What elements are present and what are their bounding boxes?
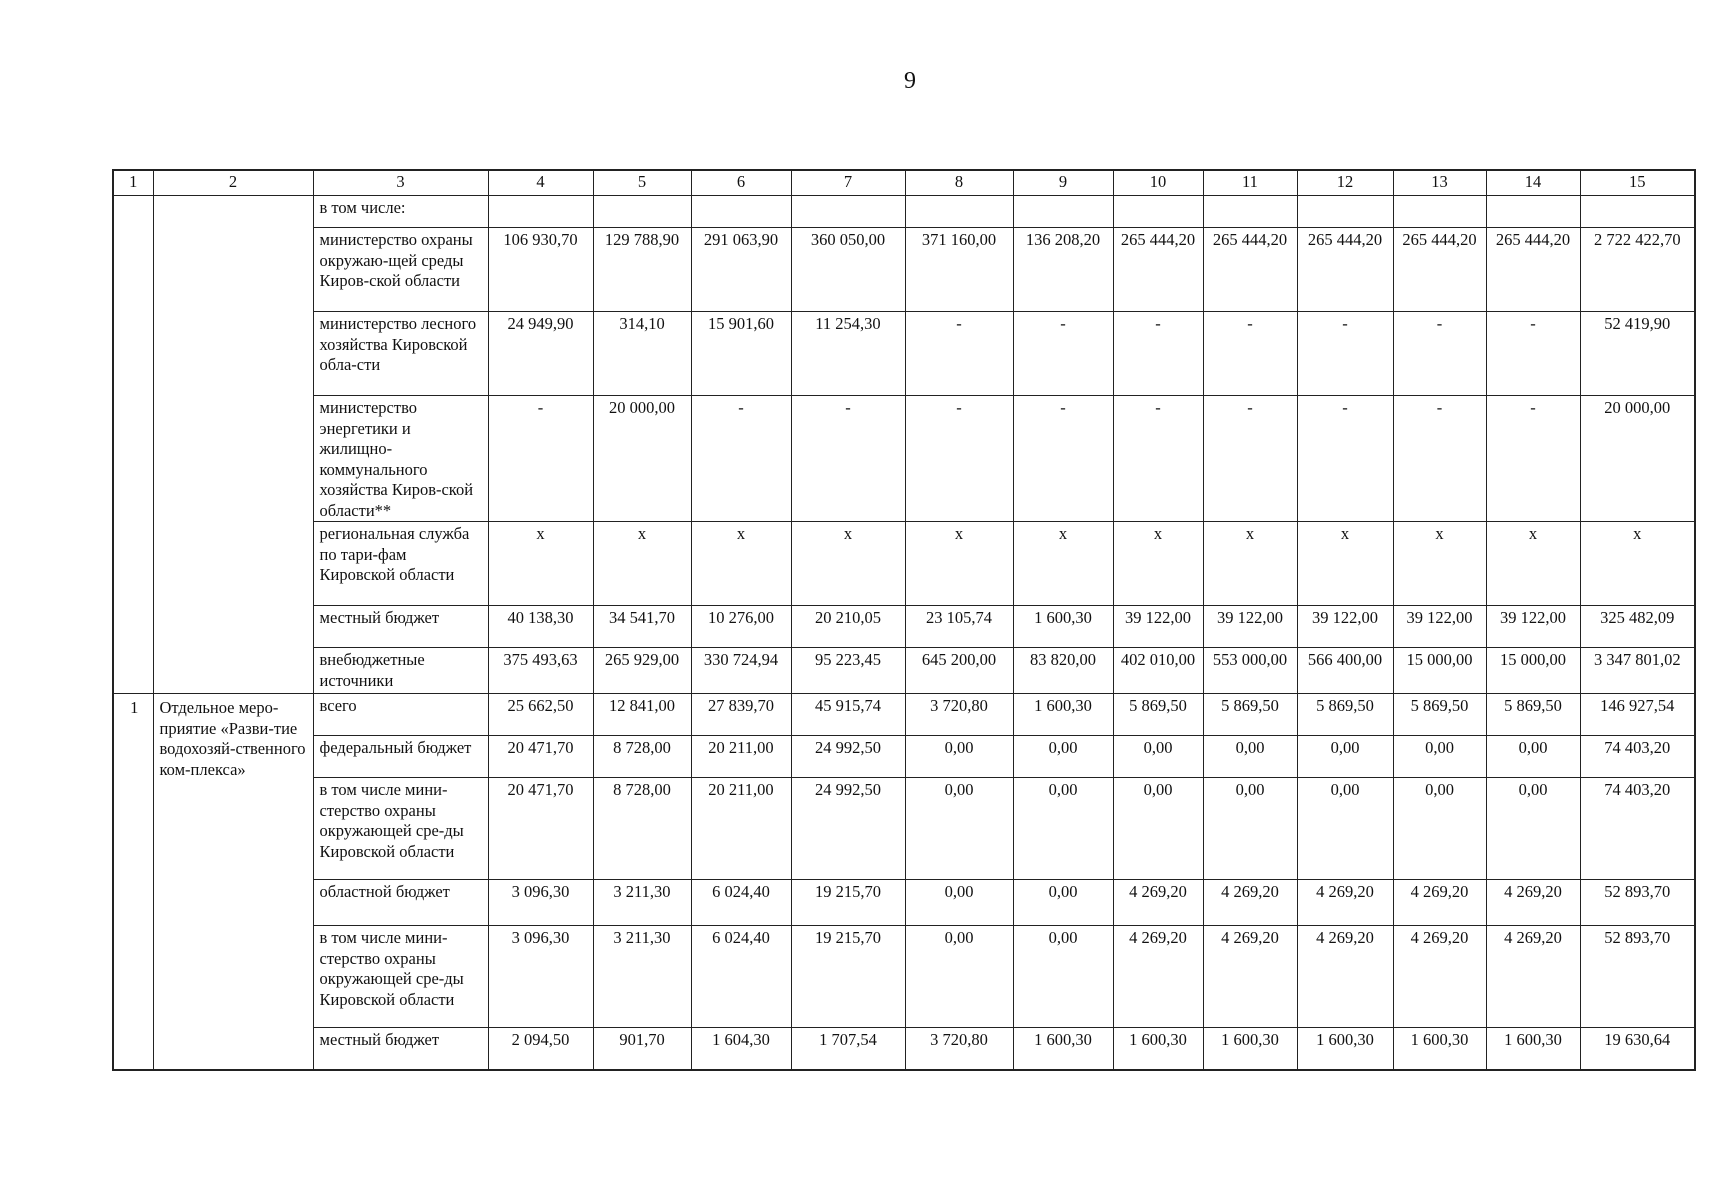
source-label-cell: в том числе:: [313, 196, 488, 228]
value-cell: 8 728,00: [593, 778, 691, 880]
value-cell: x: [1580, 522, 1695, 606]
header-cell: 15: [1580, 170, 1695, 196]
value-cell: [1113, 196, 1203, 228]
value-cell: 15 000,00: [1393, 648, 1486, 694]
budget-table: [112, 169, 1696, 1071]
value-cell: x: [1297, 522, 1393, 606]
value-cell: 39 122,00: [1393, 606, 1486, 648]
value-cell: 265 444,20: [1203, 228, 1297, 312]
value-cell: 1 604,30: [691, 1028, 791, 1070]
value-cell: 3 211,30: [593, 880, 691, 926]
value-cell: [593, 196, 691, 228]
source-label-cell: в том числе мини-стерство охраны окружающей сре-ды Кировской области: [313, 778, 488, 880]
value-cell: -: [905, 312, 1013, 396]
value-cell: 34 541,70: [593, 606, 691, 648]
value-cell: 8 728,00: [593, 736, 691, 778]
value-cell: 4 269,20: [1113, 926, 1203, 1028]
source-label-cell: министерство лесного хозяйства Кировской обла-сти: [313, 312, 488, 396]
value-cell: 0,00: [1113, 736, 1203, 778]
value-cell: [1393, 196, 1486, 228]
value-cell: 360 050,00: [791, 228, 905, 312]
value-cell: 645 200,00: [905, 648, 1013, 694]
value-cell: 0,00: [1393, 736, 1486, 778]
value-cell: [1580, 196, 1695, 228]
value-cell: -: [691, 396, 791, 522]
value-cell: 265 444,20: [1113, 228, 1203, 312]
measure-name-cell: Отдельное меро-приятие «Разви-тие водохозяй-ственного ком-плекса»: [153, 694, 313, 1070]
table-row: [113, 926, 1695, 1028]
value-cell: 24 992,50: [791, 778, 905, 880]
value-cell: 136 208,20: [1013, 228, 1113, 312]
value-cell: 0,00: [1297, 736, 1393, 778]
header-cell: 1: [113, 170, 153, 196]
source-label-cell: федеральный бюджет: [313, 736, 488, 778]
value-cell: 901,70: [593, 1028, 691, 1070]
value-cell: -: [1297, 396, 1393, 522]
value-cell: x: [1486, 522, 1580, 606]
value-cell: 0,00: [1486, 736, 1580, 778]
header-cell: 11: [1203, 170, 1297, 196]
value-cell: 1 600,30: [1393, 1028, 1486, 1070]
value-cell: 23 105,74: [905, 606, 1013, 648]
value-cell: 19 630,64: [1580, 1028, 1695, 1070]
value-cell: 0,00: [1486, 778, 1580, 880]
value-cell: -: [1486, 312, 1580, 396]
value-cell: 19 215,70: [791, 926, 905, 1028]
value-cell: 129 788,90: [593, 228, 691, 312]
value-cell: 6 024,40: [691, 926, 791, 1028]
source-label-cell: министерство охраны окружаю-щей среды Киров-ской области: [313, 228, 488, 312]
value-cell: 0,00: [905, 880, 1013, 926]
value-cell: 45 915,74: [791, 694, 905, 736]
header-cell: 10: [1113, 170, 1203, 196]
value-cell: 4 269,20: [1486, 880, 1580, 926]
value-cell: [1013, 196, 1113, 228]
header-cell: 12: [1297, 170, 1393, 196]
table-row: [113, 522, 1695, 606]
value-cell: 375 493,63: [488, 648, 593, 694]
table-row: [113, 312, 1695, 396]
value-cell: 2 722 422,70: [1580, 228, 1695, 312]
value-cell: [1203, 196, 1297, 228]
value-cell: [691, 196, 791, 228]
value-cell: 4 269,20: [1393, 880, 1486, 926]
header-cell: 13: [1393, 170, 1486, 196]
value-cell: 20 211,00: [691, 736, 791, 778]
value-cell: 291 063,90: [691, 228, 791, 312]
source-label-cell: региональная служба по тари-фам Кировской области: [313, 522, 488, 606]
source-label-cell: всего: [313, 694, 488, 736]
value-cell: 15 901,60: [691, 312, 791, 396]
value-cell: 6 024,40: [691, 880, 791, 926]
value-cell: 402 010,00: [1113, 648, 1203, 694]
value-cell: 1 600,30: [1013, 694, 1113, 736]
measure-name-cell: [153, 196, 313, 694]
value-cell: -: [1013, 396, 1113, 522]
value-cell: -: [1113, 396, 1203, 522]
value-cell: 20 000,00: [593, 396, 691, 522]
value-cell: -: [791, 396, 905, 522]
value-cell: 24 992,50: [791, 736, 905, 778]
value-cell: 74 403,20: [1580, 736, 1695, 778]
value-cell: 3 720,80: [905, 1028, 1013, 1070]
value-cell: 4 269,20: [1113, 880, 1203, 926]
value-cell: 0,00: [1297, 778, 1393, 880]
value-cell: x: [1203, 522, 1297, 606]
value-cell: -: [1486, 396, 1580, 522]
value-cell: 39 122,00: [1486, 606, 1580, 648]
row-number-cell: 1: [113, 694, 153, 1070]
value-cell: 52 419,90: [1580, 312, 1695, 396]
value-cell: 20 211,00: [691, 778, 791, 880]
table-row: [113, 196, 1695, 228]
value-cell: 0,00: [1113, 778, 1203, 880]
header-cell: 4: [488, 170, 593, 196]
value-cell: 0,00: [1013, 880, 1113, 926]
value-cell: -: [1113, 312, 1203, 396]
source-label-cell: областной бюджет: [313, 880, 488, 926]
value-cell: 19 215,70: [791, 880, 905, 926]
value-cell: 83 820,00: [1013, 648, 1113, 694]
value-cell: 314,10: [593, 312, 691, 396]
value-cell: 553 000,00: [1203, 648, 1297, 694]
value-cell: 52 893,70: [1580, 926, 1695, 1028]
value-cell: 325 482,09: [1580, 606, 1695, 648]
value-cell: x: [1113, 522, 1203, 606]
value-cell: 39 122,00: [1203, 606, 1297, 648]
table-row: [113, 778, 1695, 880]
value-cell: 12 841,00: [593, 694, 691, 736]
source-label-cell: внебюджетные источники: [313, 648, 488, 694]
value-cell: 265 929,00: [593, 648, 691, 694]
value-cell: 330 724,94: [691, 648, 791, 694]
value-cell: 1 707,54: [791, 1028, 905, 1070]
value-cell: 3 720,80: [905, 694, 1013, 736]
value-cell: 566 400,00: [1297, 648, 1393, 694]
table-row: [113, 880, 1695, 926]
value-cell: 5 869,50: [1297, 694, 1393, 736]
value-cell: 1 600,30: [1203, 1028, 1297, 1070]
header-cell: 14: [1486, 170, 1580, 196]
value-cell: 39 122,00: [1297, 606, 1393, 648]
value-cell: 1 600,30: [1297, 1028, 1393, 1070]
value-cell: 5 869,50: [1203, 694, 1297, 736]
value-cell: 20 471,70: [488, 778, 593, 880]
value-cell: 52 893,70: [1580, 880, 1695, 926]
value-cell: 0,00: [905, 778, 1013, 880]
value-cell: -: [1203, 312, 1297, 396]
source-label-cell: в том числе мини-стерство охраны окружающей сре-ды Кировской области: [313, 926, 488, 1028]
value-cell: 10 276,00: [691, 606, 791, 648]
value-cell: 265 444,20: [1297, 228, 1393, 312]
row-number-cell: [113, 196, 153, 694]
value-cell: [1297, 196, 1393, 228]
value-cell: 20 210,05: [791, 606, 905, 648]
value-cell: 4 269,20: [1486, 926, 1580, 1028]
header-cell: 9: [1013, 170, 1113, 196]
value-cell: 371 160,00: [905, 228, 1013, 312]
value-cell: -: [1297, 312, 1393, 396]
value-cell: 0,00: [1393, 778, 1486, 880]
value-cell: 5 869,50: [1393, 694, 1486, 736]
table-row: [113, 606, 1695, 648]
value-cell: x: [691, 522, 791, 606]
value-cell: 265 444,20: [1393, 228, 1486, 312]
value-cell: [1486, 196, 1580, 228]
value-cell: 15 000,00: [1486, 648, 1580, 694]
value-cell: 265 444,20: [1486, 228, 1580, 312]
value-cell: 0,00: [905, 736, 1013, 778]
value-cell: 146 927,54: [1580, 694, 1695, 736]
value-cell: 3 096,30: [488, 880, 593, 926]
table-row: [113, 694, 1695, 736]
value-cell: 4 269,20: [1203, 926, 1297, 1028]
value-cell: 0,00: [1203, 778, 1297, 880]
value-cell: 74 403,20: [1580, 778, 1695, 880]
value-cell: 0,00: [1203, 736, 1297, 778]
page-number: 9: [904, 68, 916, 94]
value-cell: x: [1013, 522, 1113, 606]
value-cell: 95 223,45: [791, 648, 905, 694]
value-cell: [905, 196, 1013, 228]
value-cell: 106 930,70: [488, 228, 593, 312]
value-cell: x: [791, 522, 905, 606]
source-label-cell: местный бюджет: [313, 1028, 488, 1070]
value-cell: [488, 196, 593, 228]
value-cell: 3 211,30: [593, 926, 691, 1028]
value-cell: 4 269,20: [1297, 880, 1393, 926]
table-row: [113, 396, 1695, 522]
value-cell: -: [1393, 396, 1486, 522]
value-cell: 27 839,70: [691, 694, 791, 736]
value-cell: x: [905, 522, 1013, 606]
value-cell: 0,00: [1013, 736, 1113, 778]
value-cell: -: [488, 396, 593, 522]
table-row: [113, 228, 1695, 312]
value-cell: 40 138,30: [488, 606, 593, 648]
header-cell: 5: [593, 170, 691, 196]
header-cell: 6: [691, 170, 791, 196]
table-row: [113, 1028, 1695, 1070]
value-cell: 4 269,20: [1297, 926, 1393, 1028]
value-cell: -: [1393, 312, 1486, 396]
value-cell: x: [593, 522, 691, 606]
value-cell: 24 949,90: [488, 312, 593, 396]
value-cell: [791, 196, 905, 228]
value-cell: 2 094,50: [488, 1028, 593, 1070]
value-cell: 1 600,30: [1013, 1028, 1113, 1070]
value-cell: x: [1393, 522, 1486, 606]
value-cell: x: [488, 522, 593, 606]
value-cell: 20 471,70: [488, 736, 593, 778]
value-cell: -: [1203, 396, 1297, 522]
value-cell: 4 269,20: [1203, 880, 1297, 926]
value-cell: 1 600,30: [1013, 606, 1113, 648]
value-cell: 5 869,50: [1113, 694, 1203, 736]
header-cell: 3: [313, 170, 488, 196]
value-cell: 3 096,30: [488, 926, 593, 1028]
header-row: [113, 170, 1695, 196]
value-cell: 11 254,30: [791, 312, 905, 396]
value-cell: 4 269,20: [1393, 926, 1486, 1028]
value-cell: 5 869,50: [1486, 694, 1580, 736]
header-cell: 8: [905, 170, 1013, 196]
header-cell: 7: [791, 170, 905, 196]
source-label-cell: местный бюджет: [313, 606, 488, 648]
value-cell: 25 662,50: [488, 694, 593, 736]
value-cell: 0,00: [1013, 926, 1113, 1028]
value-cell: 20 000,00: [1580, 396, 1695, 522]
value-cell: 1 600,30: [1486, 1028, 1580, 1070]
value-cell: -: [1013, 312, 1113, 396]
value-cell: -: [905, 396, 1013, 522]
value-cell: 39 122,00: [1113, 606, 1203, 648]
value-cell: 0,00: [1013, 778, 1113, 880]
value-cell: 3 347 801,02: [1580, 648, 1695, 694]
table-row: [113, 648, 1695, 694]
value-cell: 0,00: [905, 926, 1013, 1028]
source-label-cell: министерство энергетики и жилищно-коммунального хозяйства Киров-ской области**: [313, 396, 488, 522]
table-row: [113, 736, 1695, 778]
header-cell: 2: [153, 170, 313, 196]
value-cell: 1 600,30: [1113, 1028, 1203, 1070]
